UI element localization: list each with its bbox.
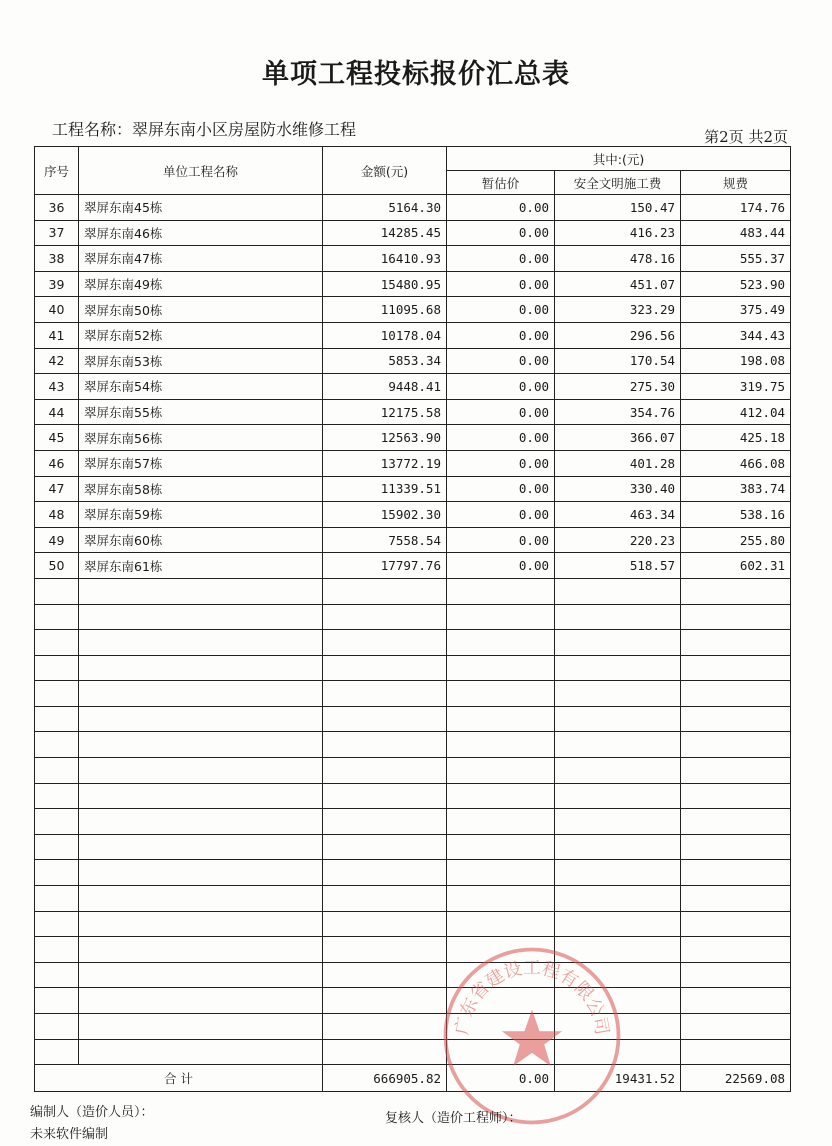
- empty-cell: [555, 911, 681, 937]
- empty-cell: [555, 630, 681, 656]
- row-amount: 5164.30: [323, 195, 447, 221]
- col-header-no: 序号: [35, 147, 79, 195]
- empty-cell: [35, 809, 79, 835]
- total-fees: 22569.08: [681, 1065, 791, 1092]
- empty-cell: [79, 988, 323, 1014]
- table-body: [35, 195, 791, 1092]
- row-safety: 518.57: [555, 553, 681, 579]
- col-header-name: 单位工程名称: [79, 147, 323, 195]
- empty-row: [35, 732, 791, 758]
- empty-cell: [323, 1014, 447, 1040]
- empty-cell: [681, 1014, 791, 1040]
- row-amount: 7558.54: [323, 527, 447, 553]
- empty-cell: [447, 860, 555, 886]
- row-number: 45: [35, 425, 79, 451]
- empty-cell: [79, 630, 323, 656]
- empty-cell: [681, 937, 791, 963]
- empty-cell: [681, 681, 791, 707]
- empty-cell: [323, 655, 447, 681]
- table-row: [35, 374, 791, 400]
- empty-cell: [35, 681, 79, 707]
- row-amount: 12563.90: [323, 425, 447, 451]
- row-name: 翠屏东南54栋: [79, 374, 323, 400]
- empty-cell: [555, 860, 681, 886]
- table-row: [35, 195, 791, 221]
- row-amount: 13772.19: [323, 450, 447, 476]
- empty-cell: [35, 783, 79, 809]
- empty-cell: [35, 911, 79, 937]
- empty-cell: [447, 630, 555, 656]
- total-row: [35, 1065, 791, 1092]
- row-safety: 170.54: [555, 348, 681, 374]
- col-header-provisional: 暂估价: [447, 171, 555, 195]
- row-fees: 319.75: [681, 374, 791, 400]
- row-number: 38: [35, 246, 79, 272]
- empty-cell: [555, 834, 681, 860]
- empty-cell: [35, 604, 79, 630]
- project-name: 翠屏东南小区房屋防水维修工程: [132, 120, 357, 139]
- empty-row: [35, 1039, 791, 1065]
- empty-cell: [79, 1039, 323, 1065]
- empty-row: [35, 758, 791, 784]
- table-row: [35, 399, 791, 425]
- row-name: 翠屏东南46栋: [79, 220, 323, 246]
- row-fees: 523.90: [681, 271, 791, 297]
- row-number: 46: [35, 450, 79, 476]
- table-row: [35, 450, 791, 476]
- empty-row: [35, 630, 791, 656]
- row-provisional: 0.00: [447, 246, 555, 272]
- table-row: [35, 220, 791, 246]
- row-amount: 12175.58: [323, 399, 447, 425]
- empty-cell: [681, 732, 791, 758]
- row-fees: 344.43: [681, 322, 791, 348]
- total-provisional: 0.00: [447, 1065, 555, 1092]
- empty-cell: [681, 630, 791, 656]
- empty-row: [35, 911, 791, 937]
- row-fees: 383.74: [681, 476, 791, 502]
- row-amount: 5853.34: [323, 348, 447, 374]
- empty-cell: [35, 834, 79, 860]
- table-row: [35, 271, 791, 297]
- empty-cell: [323, 886, 447, 912]
- seal-text: 广东省建设工程有限公司: [451, 957, 613, 1037]
- total-amount: 666905.82: [323, 1065, 447, 1092]
- empty-cell: [323, 578, 447, 604]
- col-header-amount: 金额(元): [323, 147, 447, 195]
- empty-row: [35, 655, 791, 681]
- row-fees: 602.31: [681, 553, 791, 579]
- col-header-safety: 安全文明施工费: [555, 171, 681, 195]
- row-amount: 11339.51: [323, 476, 447, 502]
- table-row: [35, 425, 791, 451]
- empty-cell: [555, 604, 681, 630]
- empty-cell: [681, 758, 791, 784]
- row-amount: 10178.04: [323, 322, 447, 348]
- empty-cell: [447, 578, 555, 604]
- footer-left: [30, 1102, 154, 1146]
- row-name: 翠屏东南50栋: [79, 297, 323, 323]
- empty-cell: [79, 860, 323, 886]
- row-safety: 330.40: [555, 476, 681, 502]
- row-safety: 463.34: [555, 502, 681, 528]
- row-provisional: 0.00: [447, 502, 555, 528]
- row-name: 翠屏东南53栋: [79, 348, 323, 374]
- empty-cell: [323, 860, 447, 886]
- row-provisional: 0.00: [447, 271, 555, 297]
- empty-cell: [79, 578, 323, 604]
- row-fees: 255.80: [681, 527, 791, 553]
- row-provisional: 0.00: [447, 425, 555, 451]
- empty-cell: [323, 604, 447, 630]
- row-number: 48: [35, 502, 79, 528]
- row-amount: 15902.30: [323, 502, 447, 528]
- row-provisional: 0.00: [447, 476, 555, 502]
- empty-cell: [35, 1039, 79, 1065]
- row-safety: 478.16: [555, 246, 681, 272]
- row-number: 37: [35, 220, 79, 246]
- empty-cell: [35, 732, 79, 758]
- empty-cell: [681, 706, 791, 732]
- row-amount: 11095.68: [323, 297, 447, 323]
- empty-cell: [323, 1039, 447, 1065]
- empty-row: [35, 1014, 791, 1040]
- row-name: 翠屏东南58栋: [79, 476, 323, 502]
- col-header-fees: 规费: [681, 171, 791, 195]
- row-name: 翠屏东南47栋: [79, 246, 323, 272]
- empty-row: [35, 681, 791, 707]
- empty-cell: [447, 911, 555, 937]
- empty-cell: [681, 988, 791, 1014]
- empty-cell: [323, 630, 447, 656]
- empty-cell: [681, 911, 791, 937]
- row-safety: 323.29: [555, 297, 681, 323]
- empty-cell: [35, 962, 79, 988]
- empty-cell: [681, 1039, 791, 1065]
- compiler-label: 编制人（造价人员）：: [30, 1105, 154, 1120]
- row-number: 50: [35, 553, 79, 579]
- row-amount: 14285.45: [323, 220, 447, 246]
- row-name: 翠屏东南52栋: [79, 322, 323, 348]
- empty-cell: [79, 962, 323, 988]
- summary-table: [34, 146, 791, 1092]
- row-fees: 555.37: [681, 246, 791, 272]
- empty-cell: [79, 604, 323, 630]
- row-safety: 354.76: [555, 399, 681, 425]
- empty-cell: [323, 962, 447, 988]
- table-row: [35, 553, 791, 579]
- row-number: 47: [35, 476, 79, 502]
- table-row: [35, 297, 791, 323]
- table-row: [35, 527, 791, 553]
- seal-star-icon: [502, 1010, 562, 1066]
- empty-cell: [79, 783, 323, 809]
- empty-cell: [447, 681, 555, 707]
- empty-cell: [35, 988, 79, 1014]
- empty-cell: [35, 706, 79, 732]
- empty-cell: [323, 809, 447, 835]
- empty-cell: [681, 578, 791, 604]
- col-header-group: 其中:(元): [447, 147, 791, 171]
- empty-row: [35, 988, 791, 1014]
- empty-cell: [323, 706, 447, 732]
- row-provisional: 0.00: [447, 374, 555, 400]
- empty-cell: [555, 706, 681, 732]
- empty-cell: [79, 809, 323, 835]
- empty-cell: [447, 783, 555, 809]
- row-fees: 466.08: [681, 450, 791, 476]
- empty-cell: [35, 578, 79, 604]
- document-title: 单项工程投标报价汇总表: [262, 59, 570, 90]
- software-note: 未来软件编制: [30, 1127, 109, 1142]
- empty-cell: [555, 655, 681, 681]
- row-safety: 366.07: [555, 425, 681, 451]
- empty-cell: [79, 655, 323, 681]
- empty-cell: [447, 834, 555, 860]
- empty-cell: [681, 886, 791, 912]
- empty-cell: [447, 886, 555, 912]
- empty-cell: [79, 911, 323, 937]
- row-fees: 198.08: [681, 348, 791, 374]
- row-safety: 150.47: [555, 195, 681, 221]
- empty-cell: [555, 809, 681, 835]
- empty-cell: [555, 886, 681, 912]
- empty-cell: [79, 834, 323, 860]
- empty-cell: [323, 681, 447, 707]
- empty-cell: [555, 758, 681, 784]
- total-label: 合 计: [35, 1065, 323, 1092]
- row-fees: 375.49: [681, 297, 791, 323]
- empty-cell: [555, 732, 681, 758]
- empty-cell: [35, 937, 79, 963]
- empty-row: [35, 783, 791, 809]
- row-safety: 275.30: [555, 374, 681, 400]
- empty-cell: [555, 578, 681, 604]
- empty-row: [35, 962, 791, 988]
- row-name: 翠屏东南61栋: [79, 553, 323, 579]
- empty-row: [35, 834, 791, 860]
- project-label: 工程名称：: [52, 120, 133, 139]
- row-number: 36: [35, 195, 79, 221]
- row-number: 40: [35, 297, 79, 323]
- row-name: 翠屏东南59栋: [79, 502, 323, 528]
- empty-row: [35, 706, 791, 732]
- reviewer-label: 复核人（造价工程师）：: [385, 1111, 522, 1126]
- empty-cell: [35, 758, 79, 784]
- row-provisional: 0.00: [447, 220, 555, 246]
- row-provisional: 0.00: [447, 195, 555, 221]
- page-info: 第2页 共2页: [704, 128, 788, 146]
- empty-cell: [79, 1014, 323, 1040]
- row-number: 39: [35, 271, 79, 297]
- empty-cell: [79, 937, 323, 963]
- row-number: 42: [35, 348, 79, 374]
- empty-cell: [79, 706, 323, 732]
- row-name: 翠屏东南60栋: [79, 527, 323, 553]
- table-row: [35, 476, 791, 502]
- empty-cell: [447, 758, 555, 784]
- row-safety: 416.23: [555, 220, 681, 246]
- empty-cell: [555, 783, 681, 809]
- row-number: 49: [35, 527, 79, 553]
- empty-cell: [35, 630, 79, 656]
- empty-cell: [447, 706, 555, 732]
- row-safety: 451.07: [555, 271, 681, 297]
- row-fees: 483.44: [681, 220, 791, 246]
- row-number: 41: [35, 322, 79, 348]
- total-safety: 19431.52: [555, 1065, 681, 1092]
- row-fees: 538.16: [681, 502, 791, 528]
- table-row: [35, 348, 791, 374]
- row-name: 翠屏东南55栋: [79, 399, 323, 425]
- empty-cell: [447, 655, 555, 681]
- empty-cell: [681, 783, 791, 809]
- empty-cell: [79, 732, 323, 758]
- table-row: [35, 502, 791, 528]
- empty-cell: [35, 655, 79, 681]
- empty-cell: [681, 834, 791, 860]
- empty-cell: [35, 886, 79, 912]
- empty-cell: [681, 655, 791, 681]
- row-number: 43: [35, 374, 79, 400]
- row-fees: 174.76: [681, 195, 791, 221]
- empty-cell: [681, 604, 791, 630]
- row-provisional: 0.00: [447, 322, 555, 348]
- row-provisional: 0.00: [447, 348, 555, 374]
- row-provisional: 0.00: [447, 399, 555, 425]
- row-provisional: 0.00: [447, 527, 555, 553]
- empty-cell: [555, 681, 681, 707]
- empty-cell: [681, 860, 791, 886]
- empty-cell: [681, 809, 791, 835]
- empty-row: [35, 604, 791, 630]
- row-name: 翠屏东南57栋: [79, 450, 323, 476]
- empty-cell: [79, 758, 323, 784]
- empty-cell: [323, 834, 447, 860]
- empty-cell: [79, 886, 323, 912]
- empty-cell: [35, 860, 79, 886]
- empty-cell: [79, 681, 323, 707]
- empty-row: [35, 578, 791, 604]
- row-safety: 220.23: [555, 527, 681, 553]
- empty-cell: [681, 962, 791, 988]
- row-provisional: 0.00: [447, 553, 555, 579]
- empty-cell: [447, 809, 555, 835]
- empty-cell: [323, 783, 447, 809]
- project-name-line: [52, 117, 356, 140]
- company-seal: [438, 942, 626, 1130]
- empty-row: [35, 860, 791, 886]
- row-fees: 425.18: [681, 425, 791, 451]
- empty-cell: [323, 988, 447, 1014]
- row-fees: 412.04: [681, 399, 791, 425]
- empty-cell: [447, 732, 555, 758]
- empty-row: [35, 809, 791, 835]
- row-name: 翠屏东南49栋: [79, 271, 323, 297]
- row-number: 44: [35, 399, 79, 425]
- row-name: 翠屏东南45栋: [79, 195, 323, 221]
- row-amount: 9448.41: [323, 374, 447, 400]
- row-provisional: 0.00: [447, 297, 555, 323]
- empty-cell: [447, 604, 555, 630]
- table-row: [35, 322, 791, 348]
- empty-cell: [323, 937, 447, 963]
- empty-cell: [35, 1014, 79, 1040]
- row-provisional: 0.00: [447, 450, 555, 476]
- empty-cell: [323, 911, 447, 937]
- empty-row: [35, 886, 791, 912]
- row-name: 翠屏东南56栋: [79, 425, 323, 451]
- row-amount: 16410.93: [323, 246, 447, 272]
- row-amount: 17797.76: [323, 553, 447, 579]
- table-row: [35, 246, 791, 272]
- empty-row: [35, 937, 791, 963]
- row-safety: 401.28: [555, 450, 681, 476]
- row-amount: 15480.95: [323, 271, 447, 297]
- empty-cell: [323, 732, 447, 758]
- row-safety: 296.56: [555, 322, 681, 348]
- empty-cell: [323, 758, 447, 784]
